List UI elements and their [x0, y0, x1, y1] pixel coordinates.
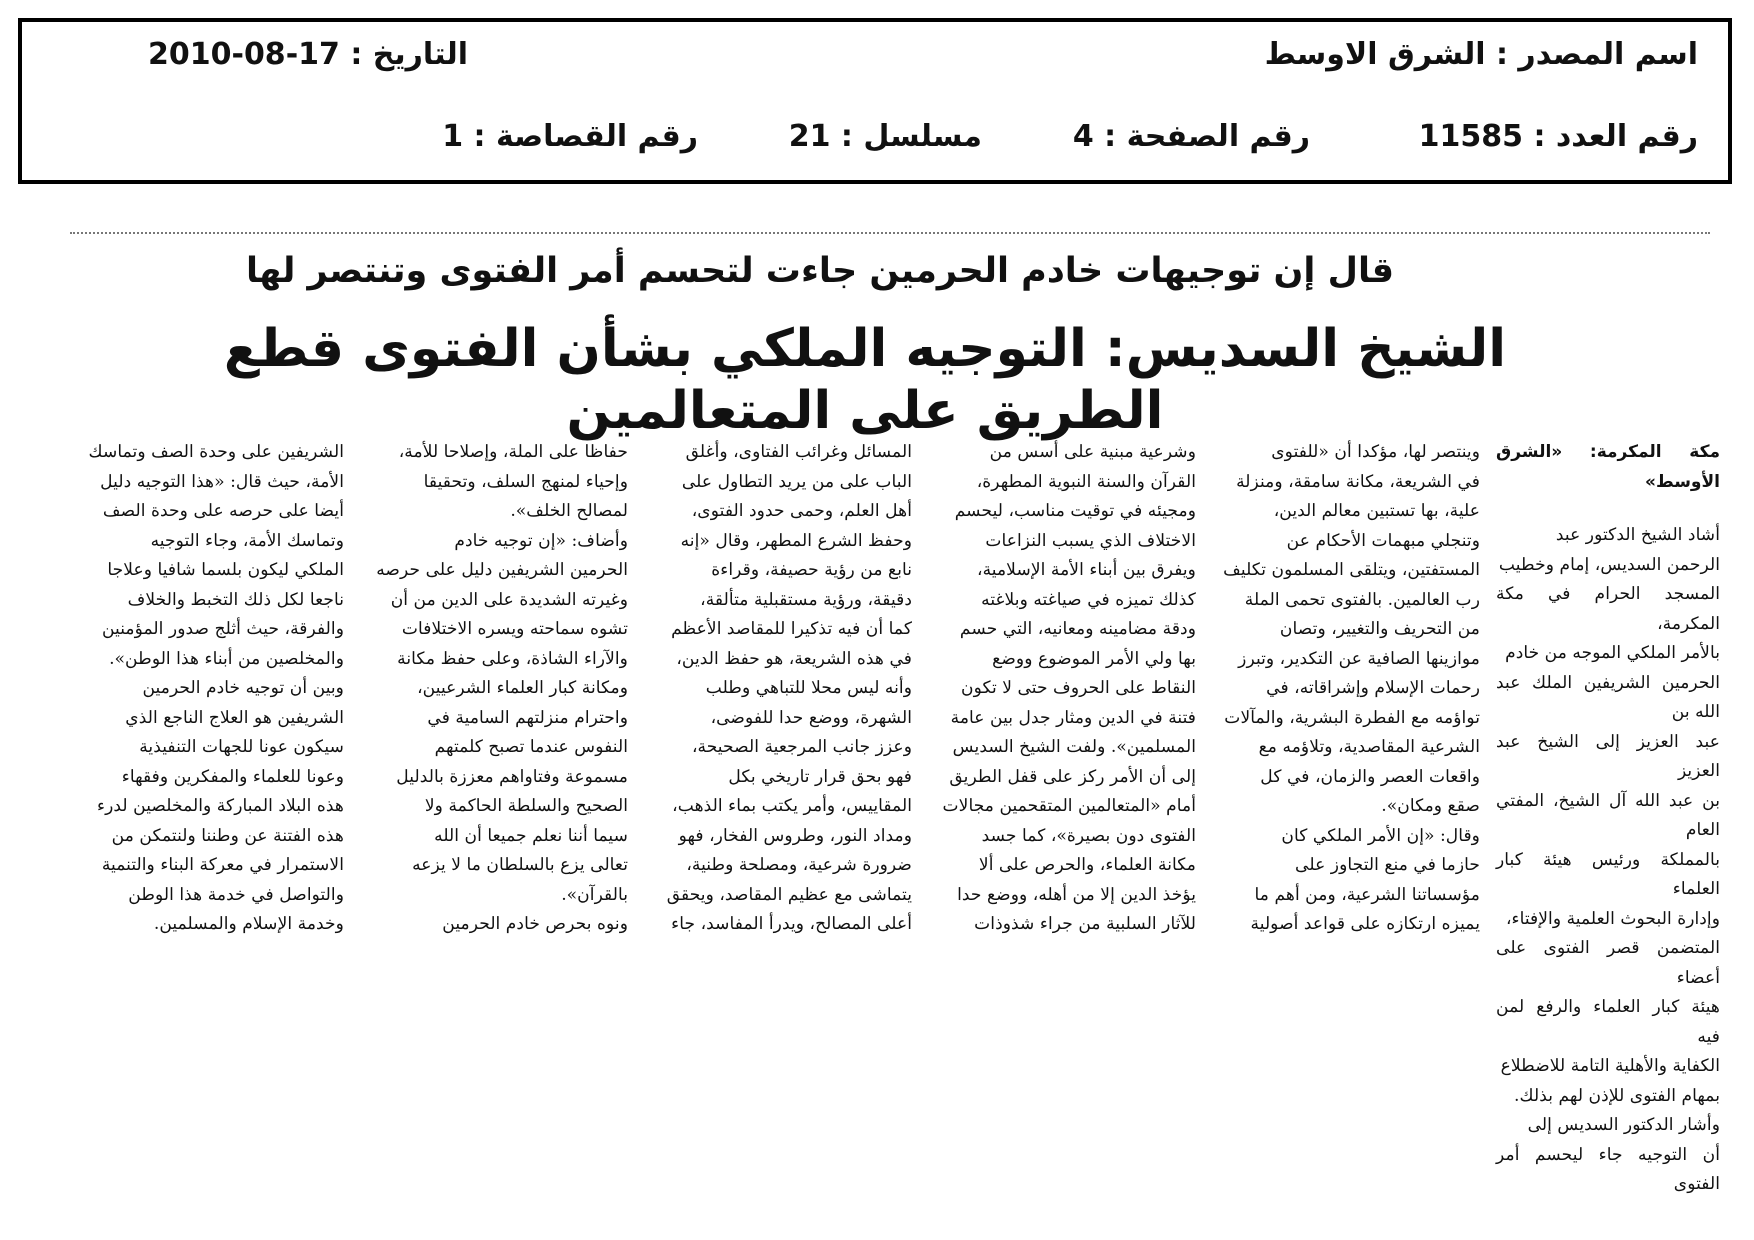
page-number: رقم الصفحة : 4: [1072, 119, 1310, 154]
column-text: الشريفين على وحدة الصف وتماسك الأمة، حيث قال: «هذا التوجيه دليل أيضا على حرصه على وحدة الصف وتماسك الأمة، وجاء التوجيه الملكي ليكون بلسما شافيا وعلاجا ناجعا لكل ذلك التخبط والخلاف والفرقة، حيث أثلج صدور المؤمنين والمخلصين من أبناء هذا الوطن». وبين أن توجيه خادم الحرمين الشريفين هو العلاج الناجع الذي سيكون عونا للجهات التنفيذية وعونا للعلماء والمفكرين وفقهاء هذه البلاد المباركة والمخلصين لدرء هذه الفتنة عن وطننا ولنتمكن من الاستمرار في معركة البناء والتنمية والتواصل في خدمة هذا الوطن وخدمة الإسلام والمسلمين.: [88, 442, 344, 934]
source-name: اسم المصدر : الشرق الاوسط: [1264, 37, 1698, 72]
column-text: حفاظا على الملة، وإصلاحا للأمة، وإحياء لمنهج السلف، وتحقيقا لمصالح الخلف». وأضاف: «إن توجيه خادم الحرمين الشريفين دليل على حرصه وغيرته الشديدة على الدين من أن تشوه سماحته ويسره الاختلافات والآراء الشاذة، وعلى حفظ مكانة ومكانة كبار العلماء الشرعيين، واحترام منزلتهم السامية في النفوس عندما تصبح كلمتهم مسموعة وفتاواهم معززة بالدليل الصحيح والسلطة الحاكمة ولا سيما أننا نعلم جميعا أن الله تعالى يزع بالسلطان ما لا يزعه بالقرآن». ونوه بحرص خادم الحرمين: [376, 442, 628, 934]
serial-number: مسلسل : 21: [788, 119, 982, 154]
dateline: مكة المكرمة: «الشرق الأوسط»: [1496, 442, 1720, 492]
article-subheadline: قال إن توجيهات خادم الحرمين جاءت لتحسم أمر الفتوى وتنتصر لها: [245, 251, 1395, 291]
article-column-4: [636, 438, 920, 1018]
clip-number: رقم القصاصة : 1: [442, 119, 698, 154]
article-body: [68, 438, 1728, 1194]
article-column-5: [352, 438, 636, 1018]
column-text: المسائل وغرائب الفتاوى، وأغلق الباب على من يريد التطاول على أهل العلم، وحمى حدود الفتوى، وحفظ الشرع المطهر، وقال «إنه نابع من رؤية حصيفة، وقراءة دقيقة، ورؤية مستقبلية متألقة، كما أن فيه تذكيرا للمقاصد الأعظم في هذه الشريعة، هو حفظ الدين، وأنه ليس محلا للتباهي وطلب الشهرة، ووضع حدا للفوضى، وعزز جانب المرجعية الصحيحة، فهو بحق قرار تاريخي بكل المقاييس، وأمر يكتب بماء الذهب، ومداد النور، وطروس الفخار، فهو ضرورة شرعية، ومصلحة وطنية، يتماشى مع عظيم المقاصد، ويحقق أعلى المصالح، ويدرأ المفاسد، جاء: [666, 442, 912, 934]
article-column-2: [1204, 438, 1488, 1018]
article-column-6: [68, 438, 352, 1018]
article-headline: الشيخ السديس: التوجيه الملكي بشأن الفتوى قطع الطريق على المتعالمين: [223, 319, 1507, 442]
column-text: وشرعية مبنية على أسس من القرآن والسنة النبوية المطهرة، ومجيئه في توقيت مناسب، ليحسم الاختلاف الذي يسبب النزاعات ويفرق بين أبناء الأمة الإسلامية، كذلك تميزه في صياغته وبلاغته ودقة مضامينه ومعانيه، التي حسم بها ولي الأمر الموضوع ووضع النقاط على الحروف حتى لا تكون فتنة في الدين ومثار جدل بين عامة المسلمين». ولفت الشيخ السديس إلى أن الأمر ركز على قفل الطريق أمام «المتعالمين المتقحمين مجالات الفتوى دون بصيرة»، كما جسد مكانة العلماء، والحرص على ألا يؤخذ الدين إلا من أهله، ووضع حدا للآثار السلبية من جراء شذوذات: [942, 442, 1196, 934]
separator-rule: [70, 232, 1710, 234]
article-column-3: [920, 438, 1204, 1018]
issue-number: رقم العدد : 11585: [1418, 119, 1698, 154]
article-column-1: [1488, 438, 1728, 1194]
column-text: وينتصر لها، مؤكدا أن «للفتوى في الشريعة، مكانة سامقة، ومنزلة علية، بها تستبين معالم الدين، وتنجلي مبهمات الأحكام عن المستفتين، ويتلقى المسلمون تكليف رب العالمين. بالفتوى تحمى الملة من التحريف والتغيير، وتصان موازينها الصافية عن التكدير، وتبرز رحمات الإسلام وإشراقاته، في تواؤمه مع الفطرة البشرية، والمآلات الشرعية المقاصدية، وتلاؤمه مع واقعات العصر والزمان، في كل صقع ومكان». وقال: «إن الأمر الملكي كان حازما في منع التجاوز على مؤسساتنا الشرعية، ومن أهم ما يميزه ارتكازه على قواعد أصولية: [1223, 442, 1480, 934]
column-text: أشاد الشيخ الدكتور عبد الرحمن السديس، إمام وخطيب المسجد الحرام في مكة المكرمة، بالأمر الملكي الموجه من خادم الحرمين الشريفين الملك عبد الله بن عبد العزيز إلى الشيخ عبد العزيز بن عبد الله آل الشيخ، المفتي العام بالمملكة ورئيس هيئة كبار العلماء وإدارة البحوث العلمية والإفتاء، المتضمن قصر الفتوى على أعضاء هيئة كبار العلماء والرفع لمن فيه الكفاية والأهلية التامة للاضطلاع بمهام الفتوى للإذن لهم بذلك. وأشار الدكتور السديس إلى أن التوجيه جاء ليحسم أمر الفتوى: [1496, 525, 1720, 1194]
date: التاريخ : 17-08-2010: [147, 37, 468, 72]
